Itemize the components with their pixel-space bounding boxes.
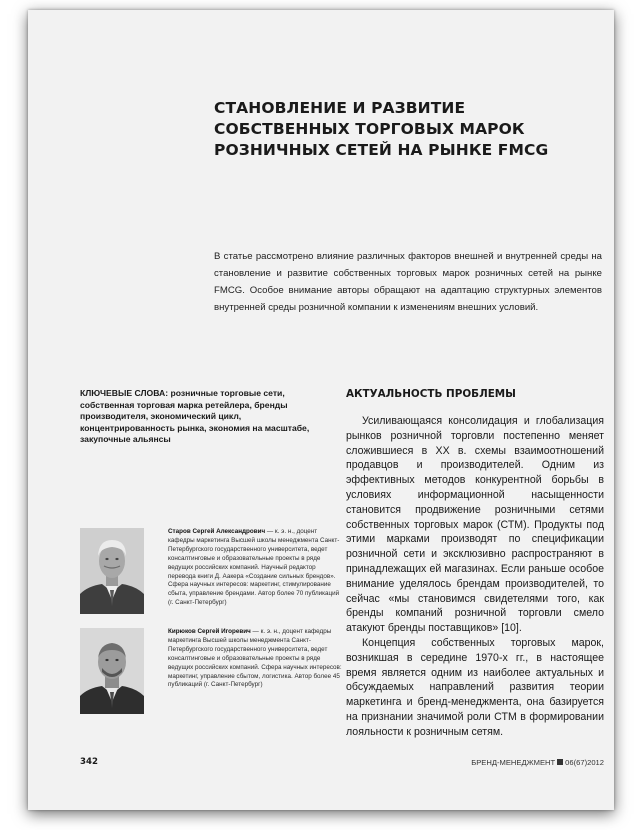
section-heading: АКТУАЛЬНОСТЬ ПРОБЛЕМЫ — [346, 388, 516, 400]
journal-page — [28, 10, 614, 810]
author-portrait-icon — [80, 628, 144, 714]
journal-name: БРЕНД-МЕНЕДЖМЕНТ — [471, 758, 556, 767]
keywords-text: розничные торговые сети, собственная торговая марка ретейлера, бренды производителя, экономический цикл, концентрированность рынка, экономия на масштабе, закупочные альянсы — [80, 388, 310, 444]
body-paragraph: Усиливающаяся консолидация и глобализация рынков розничной торговли постепенно меняет сложившиеся в XX в. схемы взаимоотношений продавцов и производителей. Одним из эффективных методов конкурентной борьбы в условиях информационной насыщенности становится продвижение розничными сетями собственных торговых марок (СТМ). Продукты под этими марками производят по спецификации розничной сети и эксклюзивно распространяют в принадлежащих ей магазинах. Если раньше особое внимание уделялось брендам производителей, то сейчас «мы становимся свидетелями того, как бренды компаний розничной торговли смело атакуют бренды поставщиков» [10]. — [346, 415, 604, 635]
author-bio — [168, 528, 342, 608]
journal-footer — [432, 758, 604, 767]
keywords-label: КЛЮЧЕВЫЕ СЛОВА: — [80, 388, 169, 398]
article-abstract: В статье рассмотрено влияние различных факторов внешней и внутренней среды на становление и развитие собственных торговых марок розничных сетей на рынке FMCG. Особое внимание авторы обращают на адаптацию структурных элементов внутренней среды розничной компании к изменениям внешних условий. — [214, 251, 602, 313]
author-photo — [80, 528, 144, 614]
page-number: 342 — [80, 757, 98, 767]
section-body — [346, 414, 604, 740]
author-name: Старов Сергей Александрович — [168, 528, 266, 535]
author-bio — [168, 628, 342, 690]
author-card — [80, 528, 342, 618]
journal-issue: 06(67)2012 — [565, 758, 604, 767]
square-bullet-icon — [557, 759, 563, 765]
article-title: СТАНОВЛЕНИЕ И РАЗВИТИЕ СОБСТВЕННЫХ ТОРГОВЫХ МАРОК РОЗНИЧНЫХ СЕТЕЙ НА РЫНКЕ FMCG — [214, 99, 549, 159]
author-name: Кирюков Сергей Игоревич — [168, 628, 251, 635]
author-photo — [80, 628, 144, 714]
keywords — [80, 388, 338, 446]
author-card — [80, 628, 342, 718]
author-portrait-icon — [80, 528, 144, 614]
author-description: — к. э. н., доцент кафедры маркетинга Высшей школы менеджмента Санкт-Петербургского государственного университета, ведет консалтинговые и образовательные проекты в ряде ведущих российских компаний. Сфера научных интересов: маркетинг, управление сбытом, логистика. Автор более 45 публикаций (г. Санкт-Петербург) — [168, 628, 342, 689]
body-paragraph: Концепция собственных торговых марок, возникшая в середине 1970-х гг., в настоящее время является одним из наиболее актуальных и обсуждаемых направлений развития теории маркетинга и бренд-менеджмента, она базируется на признании значимой роли СТМ в формировании лояльности к розничным сетям. — [346, 636, 604, 738]
author-description: — к. э. н., доцент кафедры маркетинга Высшей школы менеджмента Санкт-Петербургского государственного университета, ведет консалтинговые и образовательные проекты в ряде ведущих российских компаний. Научный редактор перевода книги Д. Аакера «Создание сильных брендов». Сфера научных интересов: маркетинг, стимулирование сбыта, управление брендами. Автор более 70 публикаций (г. Санкт-Петербург) — [168, 528, 340, 607]
